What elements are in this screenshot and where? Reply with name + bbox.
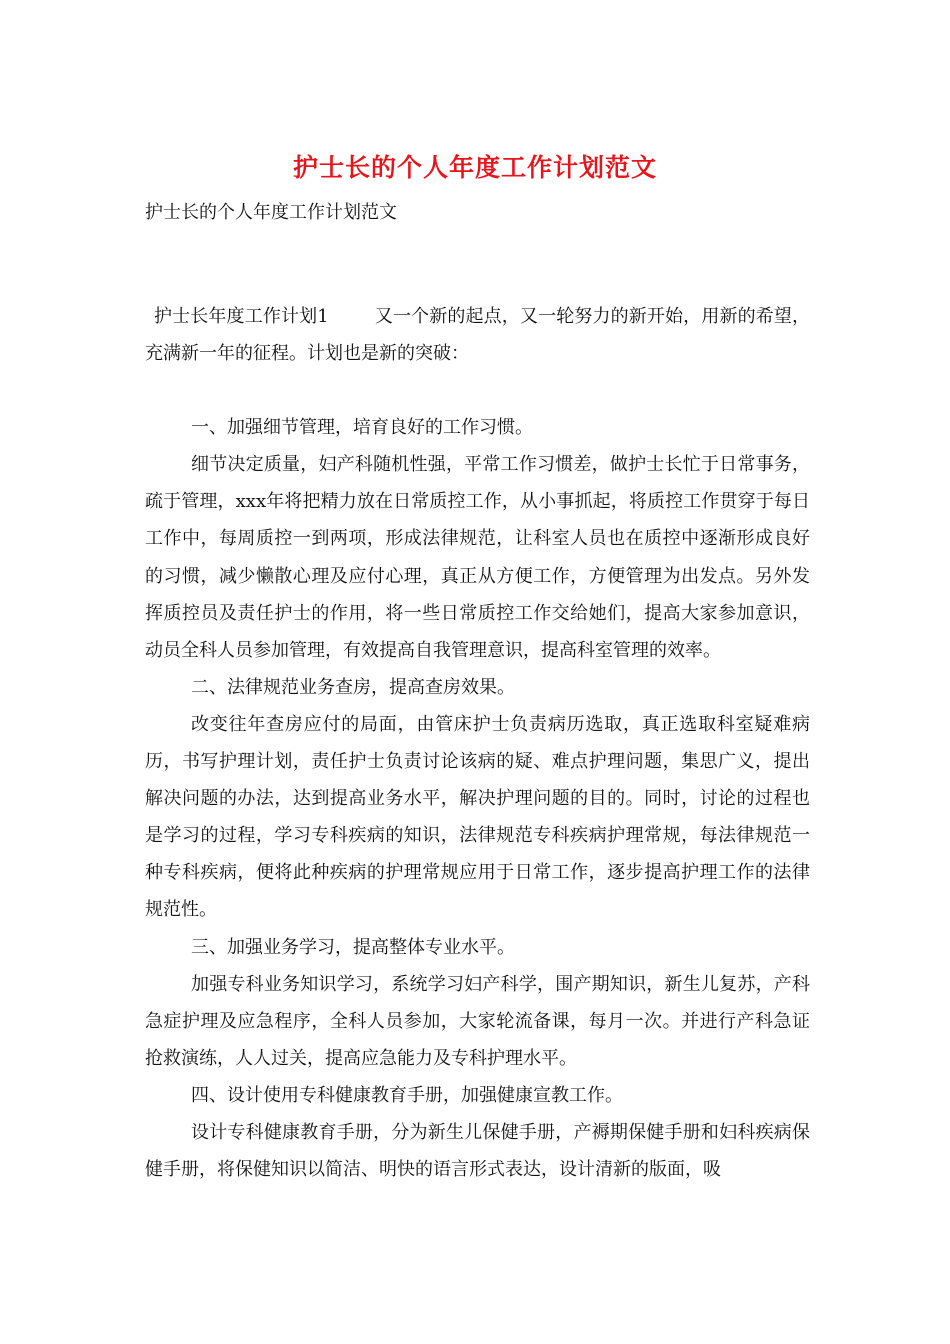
section-4-paragraph: 设计专科健康教育手册，分为新生儿保健手册，产褥期保健手册和妇科疾病保健手册，将保健知识以简洁、明快的语言形式表达，设计清新的版面，吸 <box>145 1121 810 1181</box>
intro-text: 又一个新的起点，又一轮努力的新开始，用新的希望，充满新一年的征程。计划也是新的突破： <box>145 306 811 365</box>
document-title: 护士长的个人年度工作计划范文 <box>292 153 657 182</box>
section-3-heading: 三、加强业务学习，提高整体专业水平。 <box>191 936 515 958</box>
intro-paragraph <box>145 298 810 372</box>
document-body <box>145 298 810 1188</box>
section-1-paragraph: 细节决定质量，妇产科随机性强，平常工作习惯差，做护士长忙于日常事务，疏于管理，xxx年将把精力放在日常质控工作，从小事抓起，将质控工作贯穿于每日工作中，每周质控一到两项，形成法律规范，让科室人员也在质控中逐渐形成良好的习惯，减少懒散心理及应付心理，真正从方便工作，方便管理为出发点。另外发挥质控员及责任护士的作用，将一些日常质控工作交给她们，提高大家参加意识，动员全科人员参加管理，有效提高自我管理意识，提高科室管理的效率。 <box>145 454 810 661</box>
section-3-paragraph: 加强专科业务知识学习，系统学习妇产科学，围产期知识，新生儿复苏，产科急症护理及应急程序，全科人员参加，大家轮流备课，每月一次。并进行产科急证抢救演练，人人过关，提高应急能力及专科护理水平。 <box>145 973 810 1069</box>
intro-heading: 护士长年度工作计划1 <box>154 306 329 327</box>
section-4-heading: 四、设计使用专科健康教育手册，加强健康宣教工作。 <box>191 1084 623 1106</box>
document-subtitle: 护士长的个人年度工作计划范文 <box>145 202 397 223</box>
section-2-heading: 二、法律规范业务查房，提高查房效果。 <box>191 676 515 698</box>
section-2-paragraph: 改变往年查房应付的局面，由管床护士负责病历选取，真正选取科室疑难病历，书写护理计划，责任护士负责讨论该病的疑、难点护理问题，集思广义，提出解决问题的办法，达到提高业务水平，解决护理问题的目的。同时，讨论的过程也是学习的过程，学习专科疾病的知识，法律规范专科疾病护理常规，每法律规范一种专科疾病，便将此种疾病的护理常规应用于日常工作，逐步提高护理工作的法律规范性。 <box>145 713 810 921</box>
section-1-heading: 一、加强细节管理，培育良好的工作习惯。 <box>191 417 533 439</box>
